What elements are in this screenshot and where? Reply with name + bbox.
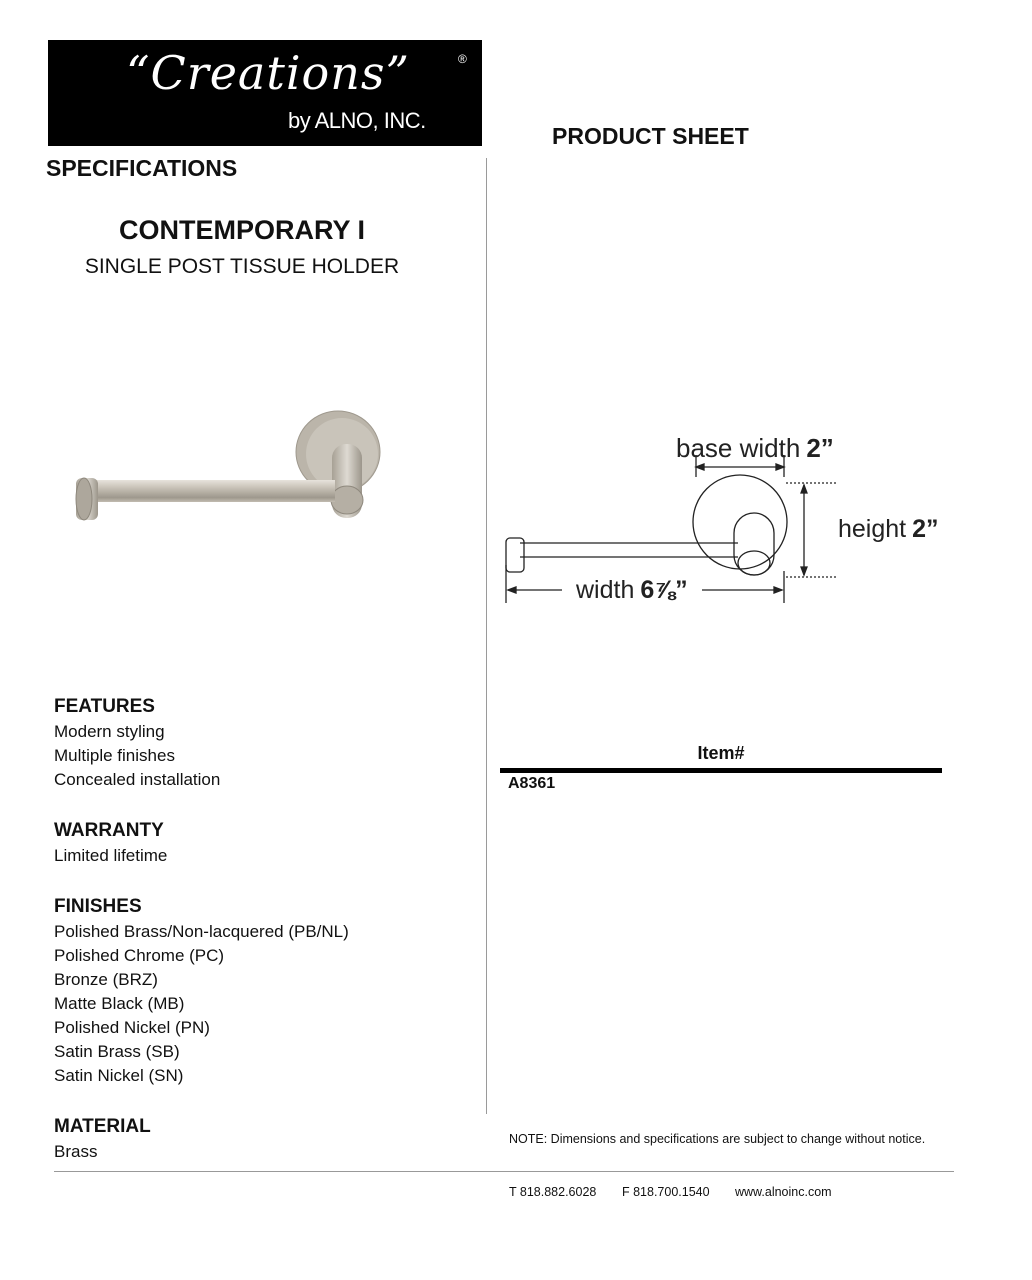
warranty-heading: WARRANTY <box>54 820 164 841</box>
features-heading: FEATURES <box>54 696 155 717</box>
product-sheet-title: PRODUCT SHEET <box>552 123 749 149</box>
disclaimer-note: NOTE: Dimensions and specifications are subject to change without notice. <box>509 1132 926 1146</box>
finishes-list <box>54 920 349 1088</box>
list-item: Polished Nickel (PN) <box>54 1018 210 1037</box>
phone-number: T 818.882.6028 <box>509 1185 597 1199</box>
column-divider <box>486 158 487 1114</box>
list-item: Polished Brass/Non-lacquered (PB/NL) <box>54 922 349 941</box>
website-link[interactable]: www.alnoinc.com <box>735 1185 832 1199</box>
footer-divider <box>54 1171 954 1172</box>
fax-number: F 818.700.1540 <box>622 1185 710 1199</box>
material-heading: MATERIAL <box>54 1116 151 1137</box>
collection-name: CONTEMPORARY I <box>118 215 366 245</box>
features-list <box>54 720 220 792</box>
item-table-rule <box>500 768 942 773</box>
item-number-value: A8361 <box>508 775 556 792</box>
brand-logo <box>48 40 482 146</box>
list-item: Polished Chrome (PC) <box>54 946 225 965</box>
list-item: Bronze (BRZ) <box>54 970 158 989</box>
list-item: Brass <box>54 1142 98 1161</box>
finishes-heading: FINISHES <box>54 896 142 917</box>
dimension-drawing <box>496 425 956 615</box>
list-item: Limited lifetime <box>54 846 168 865</box>
list-item: Matte Black (MB) <box>54 994 185 1013</box>
width-label: width 6⅞” <box>576 576 688 604</box>
list-item: Satin Brass (SB) <box>54 1042 180 1061</box>
item-number-header: Item# <box>697 743 745 763</box>
logo-script-text: “Creations” <box>126 46 410 100</box>
list-item: Multiple finishes <box>54 746 175 765</box>
material-list <box>54 1140 97 1164</box>
product-name: SINGLE POST TISSUE HOLDER <box>84 255 400 278</box>
product-image <box>70 410 420 540</box>
list-item: Concealed installation <box>54 770 221 789</box>
specifications-title: SPECIFICATIONS <box>46 155 238 181</box>
logo-by-text: by ALNO, INC. <box>288 108 426 133</box>
list-item: Modern styling <box>54 722 165 741</box>
base-width-label: base width 2” <box>676 433 834 463</box>
logo-registered-mark: ® <box>458 52 467 66</box>
list-item: Satin Nickel (SN) <box>54 1066 184 1085</box>
warranty-list <box>54 844 167 868</box>
height-label: height 2” <box>838 515 939 543</box>
